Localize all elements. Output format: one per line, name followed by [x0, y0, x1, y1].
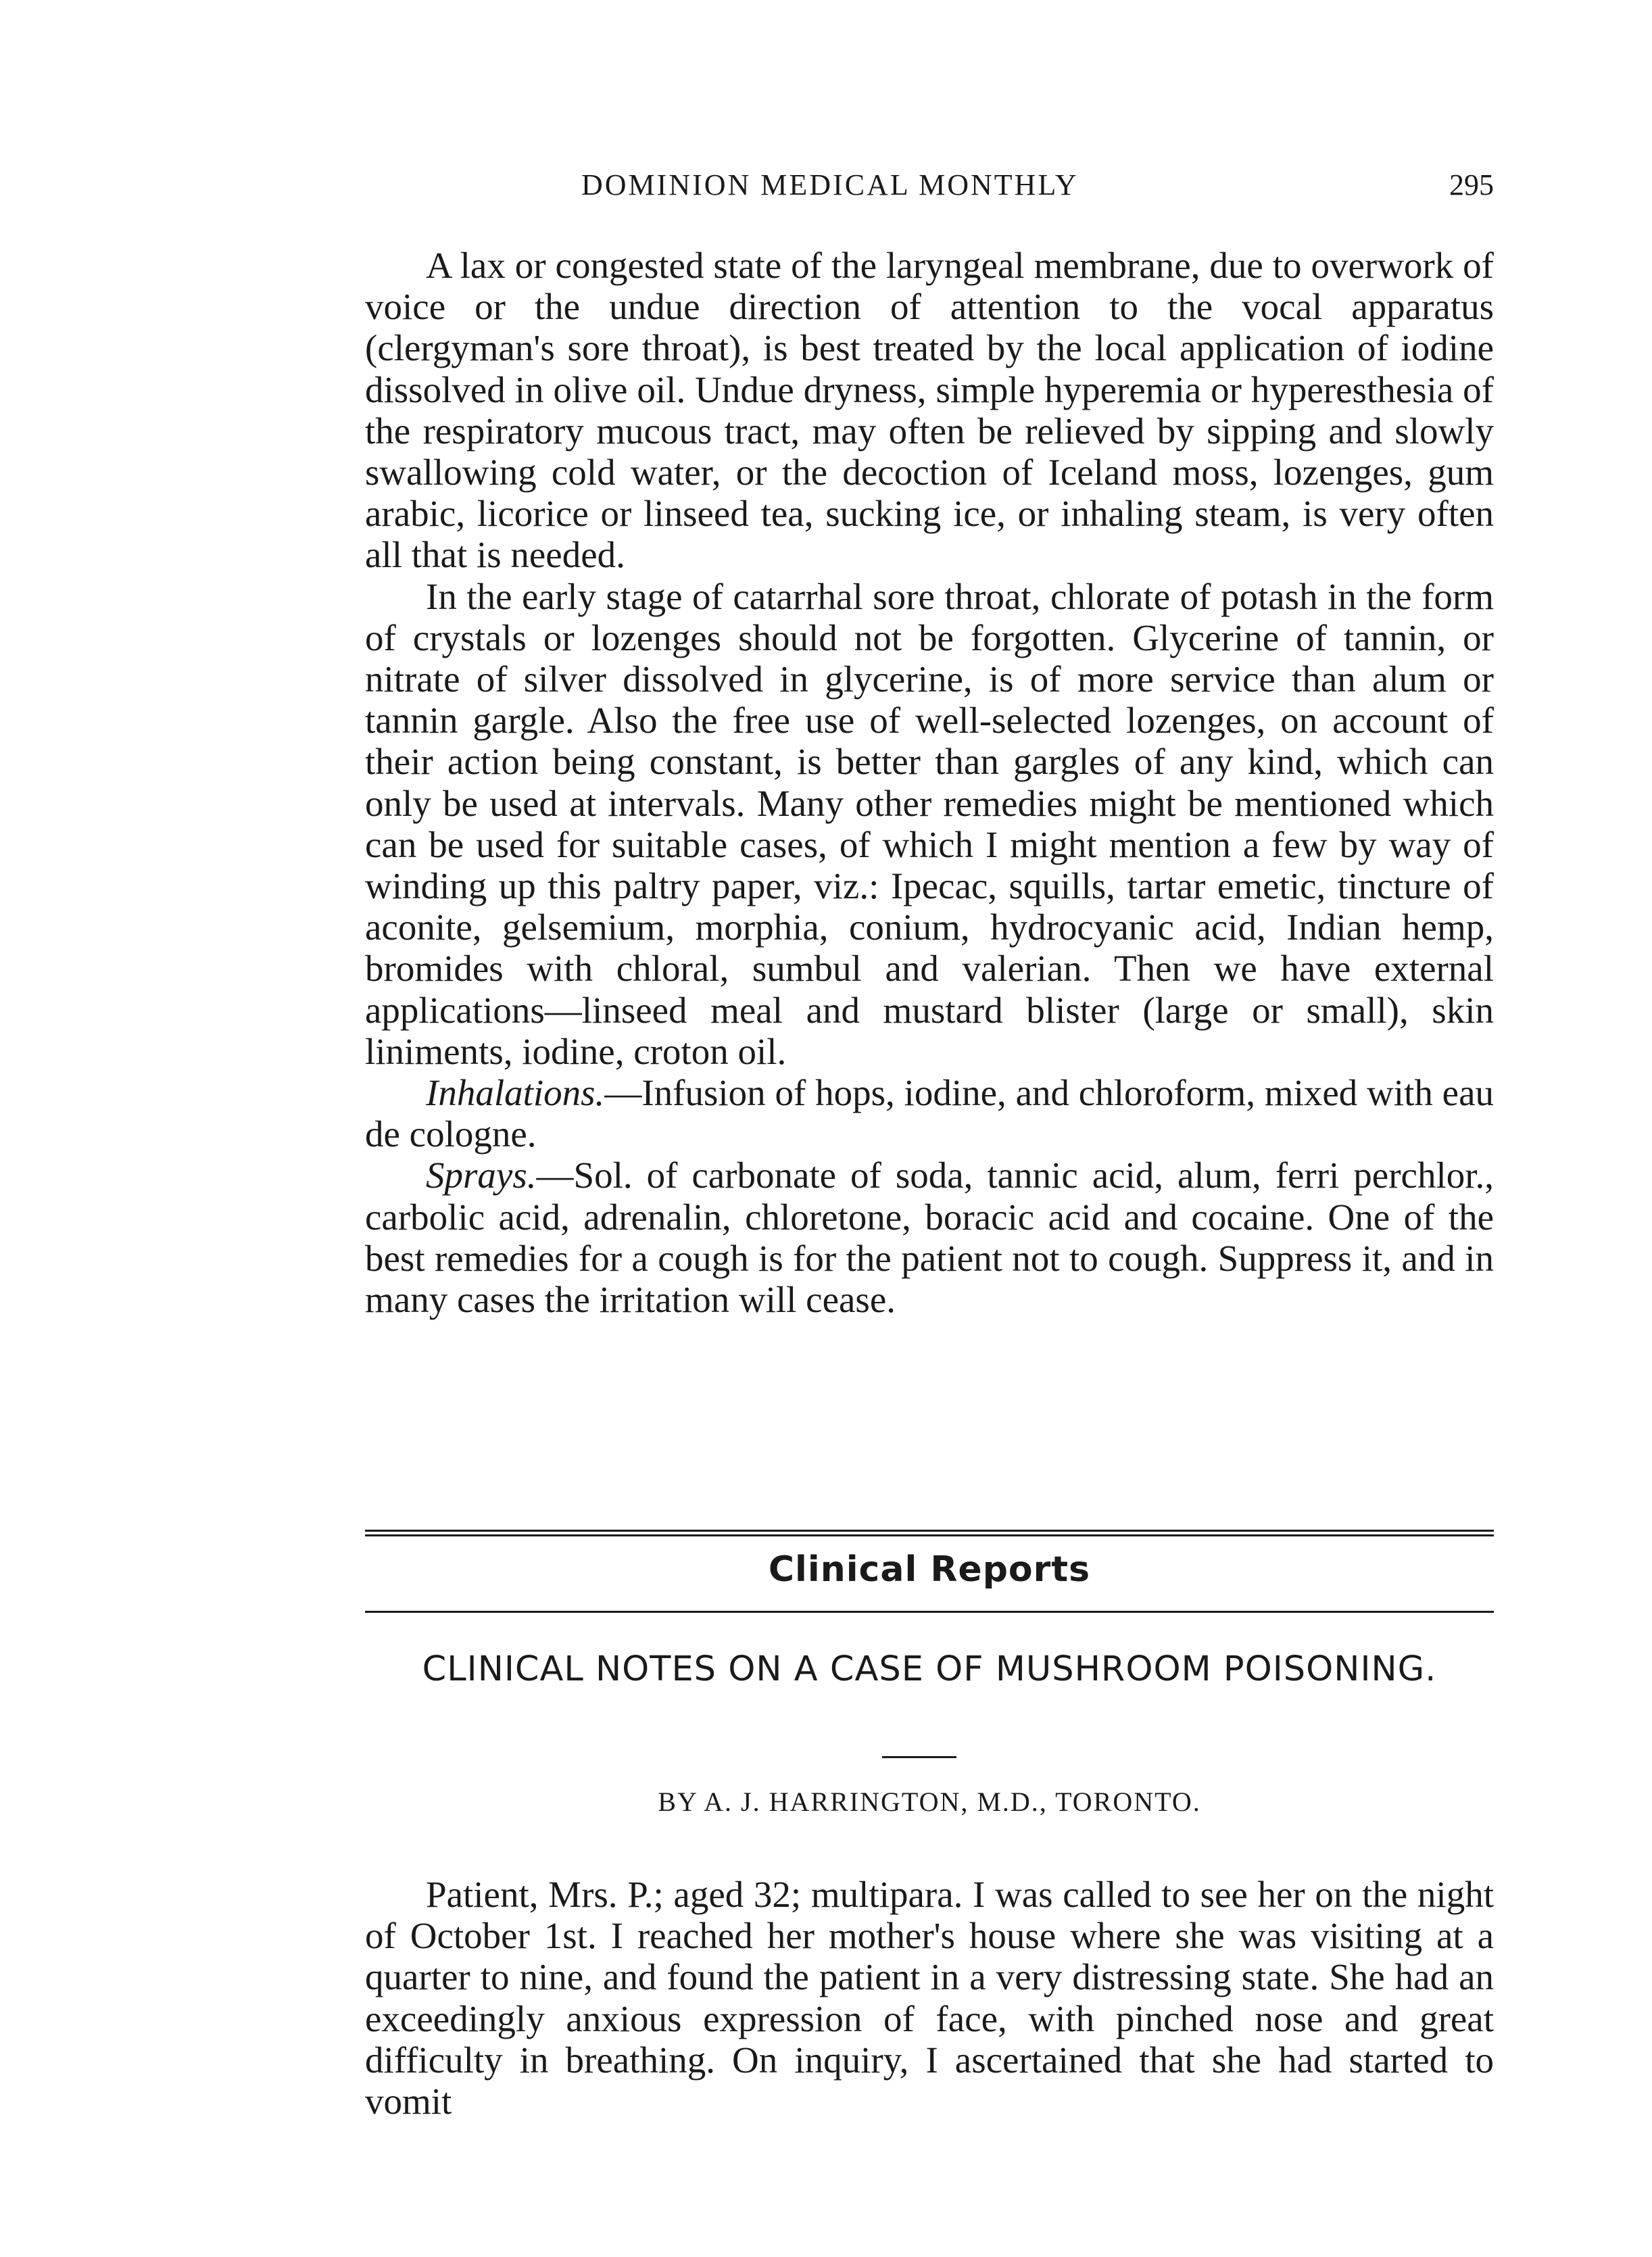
page-number: 295: [1449, 168, 1494, 201]
paragraph-catarrhal: In the early stage of catarrhal sore throat, chlorate of potash in the form of crystals or lozenges should not be forgotten. Glycerine of tannin, or nitrate of silver dissolved in glycerine, is of more service than alum or tannin gargle. Also the free use of well-selected lozenges, on account of their action being constant, is better than gargles of any kind, which can only be used at intervals. Many other remedies might be mentioned which can be used for suitable cases, of which I might mention a few by way of winding up this paltry paper, viz.: Ipecac, squills, tartar emetic, tincture of aconite, gelsemium, morphia, conium, hydrocyanic acid, Indian hemp, bromides with chloral, sumbul and valerian. Then we have external applications—linseed meal and mustard blister (large or small), skin liniments, iodine, croton oil.: [365, 575, 1494, 1072]
paragraph-sprays: [365, 1155, 1494, 1320]
section-double-rule: [365, 1530, 1494, 1536]
paragraph-patient: Patient, Mrs. P.; aged 32; multipara. I was called to see her on the night of October 1st. I reached her mother's house where she was visiting at a quarter to nine, and found the patient in a very distressing state. She had an exceedingly anxious expression of face, with pinched nose and great difficulty in breathing. On inquiry, I ascertained that she had started to vomit: [365, 1874, 1494, 2122]
inhalations-text: —Infusion of hops, iodine, and chloroform, mixed with eau de cologne.: [365, 1072, 1494, 1155]
sprays-label: Sprays.: [426, 1155, 537, 1196]
section-heading: Clinical Reports: [768, 1549, 1091, 1590]
paragraph-inhalations: [365, 1072, 1494, 1155]
byline-by: BY: [658, 1787, 698, 1817]
sprays-text: —Sol. of carbonate of soda, tannic acid, alum, ferri perchlor., carbolic acid, adrenalin, chloretone, boracic acid and cocaine. One of the best remedies for a cough is for the patient not to cough. Suppress it, and in many cases the irritation will cease.: [365, 1155, 1494, 1321]
inhalations-label: Inhalations.: [426, 1072, 605, 1114]
byline: [365, 1786, 1494, 1818]
title-divider: [882, 1756, 956, 1758]
byline-author: A. J. HARRINGTON, M.D., TORONTO.: [704, 1787, 1201, 1817]
article-title: CLINICAL NOTES ON A CASE OF MUSHROOM POISONING.: [422, 1649, 1437, 1689]
paragraph-laryngeal: A lax or congested state of the laryngeal membrane, due to overwork of voice or the undue direction of attention to the vocal apparatus (clergyman's sore throat), is best treated by the local application of iodine dissolved in olive oil. Undue dryness, simple hyperemia or hyperesthesia of the respiratory mucous tract, may often be relieved by sipping and slowly swallowing cold water, or the decoction of Iceland moss, lozenges, gum arabic, licorice or linseed tea, sucking ice, or inhaling steam, is very often all that is needed.: [365, 245, 1494, 576]
article-body: [365, 1874, 1494, 2122]
running-head: [365, 168, 1494, 208]
section-rule: [365, 1611, 1494, 1613]
continued-article-body: [365, 245, 1494, 1320]
journal-title: DOMINION MEDICAL MONTHLY: [581, 168, 1079, 201]
